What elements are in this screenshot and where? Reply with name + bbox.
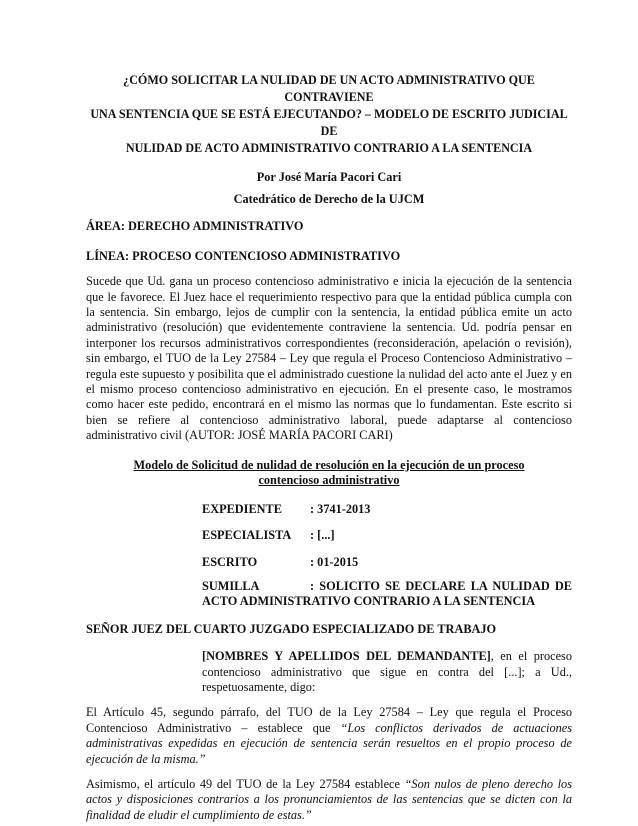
sumilla-key: SUMILLA [202,578,260,593]
title-line-1: ¿CÓMO SOLICITAR LA NULIDAD DE UN ACTO ADMINISTRATIVO QUE CONTRAVIENE [123,73,535,104]
meta-value: : 3741-2013 [310,501,371,516]
intro-paragraph: Sucede que Ud. gana un proceso contencioso administrativo e inicia la ejecución de la sentencia que le favorece. El Juez hace el requerimiento respectivo para que la entidad pública cumpla con la sentencia. Sin embargo, lejos de cumplir con la sentencia, la entidad pública emite un acto administrativo (resolución) que evidentemente contraviene la sentencia. Ud. podría pensar en interponer los recursos administrativos correspondientes (reconsideración, apelación o revisión), sin embargo, el TUO de la Ley 27584 – Ley que regula el Proceso Contencioso Administrativo – regula este supuesto y posibilita que el administrado cuestione la nulidad del acto ante el Juez y en el mismo proceso contencioso administrativo en ejecución. En el presente caso, le mostramos como hacer este pedido, encontrará en el mismo las normas que lo fundamentan. Este escrito si bien se refiere al contencioso administrativo laboral, puede adaptarse al contencioso administrativo civil (AUTOR: JOSÉ MARÍA PACORI CARI) [86,274,572,443]
case-metadata [202,502,572,610]
meta-especialista [202,528,572,543]
petitioner-intro [202,649,572,695]
author-line: Por José María Pacori Cari [256,170,402,184]
title-line-2: UNA SENTENCIA QUE SE ESTÁ EJECUTANDO? – MODELO DE ESCRITO JUDICIAL DE [90,107,568,138]
article-49-text: Asimismo, el artículo 49 del TUO de la Ley 27584 establece [86,776,405,791]
sumilla-value: : SOLICITO SE DECLARE LA NULIDAD DE ACTO ADMINISTRATIVO CONTRARIO A LA SENTENCIA [202,578,572,609]
article-45-text: El Artículo 45, segundo párrafo, del TUO de la Ley 27584 – Ley que regula el Proceso Contencioso Administrativo – establece que [86,705,572,735]
article-45-quote: “Los conflictos derivados de actuaciones administrativas expedidas en ejecución de sentencia serán resueltos en el propio proceso de ejecución de la misma.” [86,720,573,766]
document-title [86,72,572,157]
title-line-3: NULIDAD DE ACTO ADMINISTRATIVO CONTRARIO A LA SENTENCIA [125,141,533,155]
meta-key: EXPEDIENTE [202,501,282,516]
petitioner-rest: , en el proceso contencioso administrativo que sigue en contra del [...]; a Ud., respetuosamente, digo: [202,649,572,694]
meta-escrito [202,555,572,570]
meta-value: : 01-2015 [310,554,359,569]
meta-expediente [202,502,572,517]
author-role: Catedrático de Derecho de la UJCM [233,192,425,206]
meta-sumilla [202,579,572,610]
area-heading: ÁREA: DERECHO ADMINISTRATIVO [86,219,304,234]
meta-key: ESCRITO [202,554,258,569]
article-49-paragraph [86,777,572,823]
model-title: Modelo de Solicitud de nulidad de resolución en la ejecución de un proceso contencioso administrativo [133,457,525,487]
petitioner-name: [NOMBRES Y APELLIDOS DEL DEMANDANTE] [202,649,491,664]
article-49-quote: “Son nulos de pleno derecho los actos y disposiciones contrarios a los pronunciamientos de las sentencias que se dicten con la finalidad de eludir el cumplimiento de estas.” [86,776,572,822]
judge-address: SEÑOR JUEZ DEL CUARTO JUZGADO ESPECIALIZADO DE TRABAJO [86,621,497,636]
meta-key: ESPECIALISTA [202,528,292,543]
linea-heading: LÍNEA: PROCESO CONTENCIOSO ADMINISTRATIVO [86,248,401,263]
meta-value: : [...] [310,528,335,543]
article-45-paragraph [86,705,572,767]
